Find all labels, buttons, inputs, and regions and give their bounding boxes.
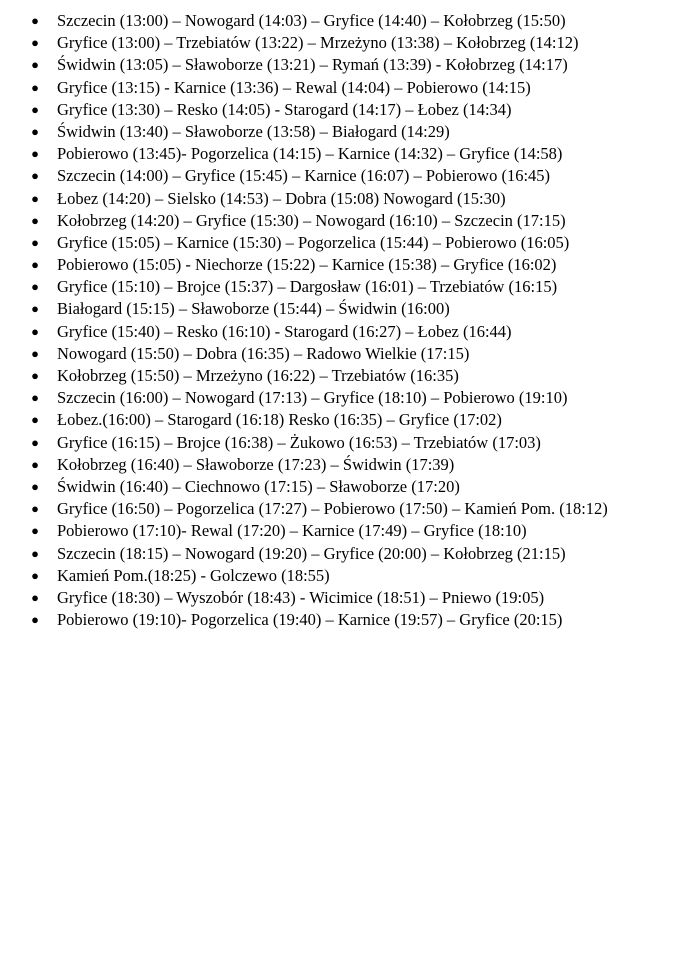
bullet-icon: ● <box>31 279 39 295</box>
bullet-icon: ● <box>31 345 39 361</box>
bullet-icon: ● <box>31 323 39 339</box>
route-item <box>0 609 698 631</box>
route-item <box>0 432 698 454</box>
bullet-icon: ● <box>31 168 39 184</box>
route-text: Pobierowo (17:10)- Rewal (17:20) – Karnice (17:49) – Gryfice (18:10) <box>57 521 527 541</box>
route-text: Kołobrzeg (15:50) – Mrzeżyno (16:22) – Trzebiatów (16:35) <box>57 366 459 385</box>
route-item <box>0 343 698 365</box>
route-text: Łobez.(16:00) – Starogard (16:18) Resko (16:35) – Gryfice (17:02) <box>57 410 502 430</box>
route-item <box>0 365 698 387</box>
route-text: Gryfice (15:05) – Karnice (15:30) – Pogorzelica (15:44) – Pobierowo (16:05) <box>57 232 570 252</box>
route-text: Kołobrzeg (14:20) – Gryfice (15:30) – Nowogard (16:10) – Szczecin (17:15) <box>57 210 566 230</box>
route-item <box>0 188 698 210</box>
route-text: Łobez (14:20) – Sielsko (14:53) – Dobra (15:08) Nowogard (15:30) <box>57 188 506 208</box>
route-item <box>0 254 698 276</box>
route-text: Pobierowo (13:45)- Pogorzelica (14:15) – Karnice (14:32) – Gryfice (14:58) <box>57 144 563 164</box>
route-item <box>0 298 698 320</box>
route-text: Gryfice (13:15) - Karnice (13:36) – Rewal (14:04) – Pobierowo (14:15) <box>57 77 531 97</box>
route-item <box>0 498 698 520</box>
bullet-icon: ● <box>31 523 39 539</box>
route-item <box>0 32 698 54</box>
bullet-icon: ● <box>31 123 39 139</box>
route-item <box>0 99 698 121</box>
route-item <box>0 520 698 542</box>
route-text: Szczecin (14:00) – Gryfice (15:45) – Karnice (16:07) – Pobierowo (16:45) <box>57 166 551 186</box>
route-text: Gryfice (15:10) – Brojce (15:37) – Dargosław (16:01) – Trzebiatów (16:15) <box>57 277 558 297</box>
bullet-icon: ● <box>31 146 39 162</box>
bullet-icon: ● <box>31 13 39 28</box>
bullet-icon: ● <box>31 434 39 450</box>
route-text: Białogard (15:15) – Sławoborze (15:44) – Świdwin (16:00) <box>57 299 450 319</box>
route-text: Kamień Pom.(18:25) - Golczewo (18:55) <box>57 565 330 585</box>
bullet-icon: ● <box>31 589 39 605</box>
bullet-icon: ● <box>31 368 39 383</box>
bullet-icon: ● <box>31 612 39 628</box>
route-item <box>0 121 698 143</box>
route-item <box>0 210 698 232</box>
route-text: Świdwin (13:40) – Sławoborze (13:58) – Białogard (14:29) <box>57 121 450 141</box>
route-item <box>0 77 698 99</box>
route-item <box>0 543 698 565</box>
bullet-icon: ● <box>31 79 39 95</box>
route-text: Świdwin (13:05) – Sławoborze (13:21) – Rymań (13:39) - Kołobrzeg (14:17) <box>57 55 568 75</box>
route-item <box>0 10 698 32</box>
route-text: Szczecin (16:00) – Nowogard (17:13) – Gryfice (18:10) – Pobierowo (19:10) <box>57 388 568 408</box>
route-item <box>0 454 698 476</box>
bus-route-list <box>0 10 698 631</box>
route-text: Szczecin (18:15) – Nowogard (19:20) – Gryfice (20:00) – Kołobrzeg (21:15) <box>57 543 566 563</box>
route-item <box>0 232 698 254</box>
route-text: Pobierowo (15:05) - Niechorze (15:22) – Karnice (15:38) – Gryfice (16:02) <box>57 255 557 275</box>
route-item <box>0 587 698 609</box>
route-item <box>0 276 698 298</box>
bullet-icon: ● <box>31 501 39 517</box>
bullet-icon: ● <box>31 190 39 206</box>
bullet-icon: ● <box>31 57 39 73</box>
route-text: Szczecin (13:00) – Nowogard (14:03) – Gryfice (14:40) – Kołobrzeg (15:50) <box>57 11 566 30</box>
route-item <box>0 165 698 187</box>
bullet-icon: ● <box>31 567 39 583</box>
route-text: Świdwin (16:40) – Ciechnowo (17:15) – Sławoborze (17:20) <box>57 476 460 496</box>
bullet-icon: ● <box>31 212 39 228</box>
route-item <box>0 143 698 165</box>
bullet-icon: ● <box>31 412 39 428</box>
bullet-icon: ● <box>31 257 39 273</box>
bullet-icon: ● <box>31 35 39 51</box>
bullet-icon: ● <box>31 101 39 117</box>
route-item <box>0 409 698 431</box>
route-text: Kołobrzeg (16:40) – Sławoborze (17:23) – Świdwin (17:39) <box>57 454 455 474</box>
bullet-icon: ● <box>31 301 39 317</box>
route-item <box>0 321 698 343</box>
route-text: Gryfice (15:40) – Resko (16:10) - Starogard (16:27) – Łobez (16:44) <box>57 321 512 341</box>
bullet-icon: ● <box>31 545 39 561</box>
route-item <box>0 54 698 76</box>
route-text: Gryfice (16:15) – Brojce (16:38) – Żukowo (16:53) – Trzebiatów (17:03) <box>57 432 541 452</box>
route-text: Nowogard (15:50) – Dobra (16:35) – Radowo Wielkie (17:15) <box>57 343 470 363</box>
route-item <box>0 387 698 409</box>
route-text: Gryfice (16:50) – Pogorzelica (17:27) – Pobierowo (17:50) – Kamień Pom. (18:12) <box>57 499 608 519</box>
route-text: Gryfice (18:30) – Wyszobór (18:43) - Wicimice (18:51) – Pniewo (19:05) <box>57 587 545 607</box>
route-text: Pobierowo (19:10)- Pogorzelica (19:40) – Karnice (19:57) – Gryfice (20:15) <box>57 610 563 630</box>
bullet-icon: ● <box>31 390 39 406</box>
route-item <box>0 476 698 498</box>
bullet-icon: ● <box>31 456 39 472</box>
bullet-icon: ● <box>31 478 39 494</box>
route-text: Gryfice (13:00) – Trzebiatów (13:22) – Mrzeżyno (13:38) – Kołobrzeg (14:12) <box>57 33 579 53</box>
route-item <box>0 565 698 587</box>
bullet-icon: ● <box>31 234 39 250</box>
route-text: Gryfice (13:30) – Resko (14:05) - Starogard (14:17) – Łobez (14:34) <box>57 99 512 119</box>
